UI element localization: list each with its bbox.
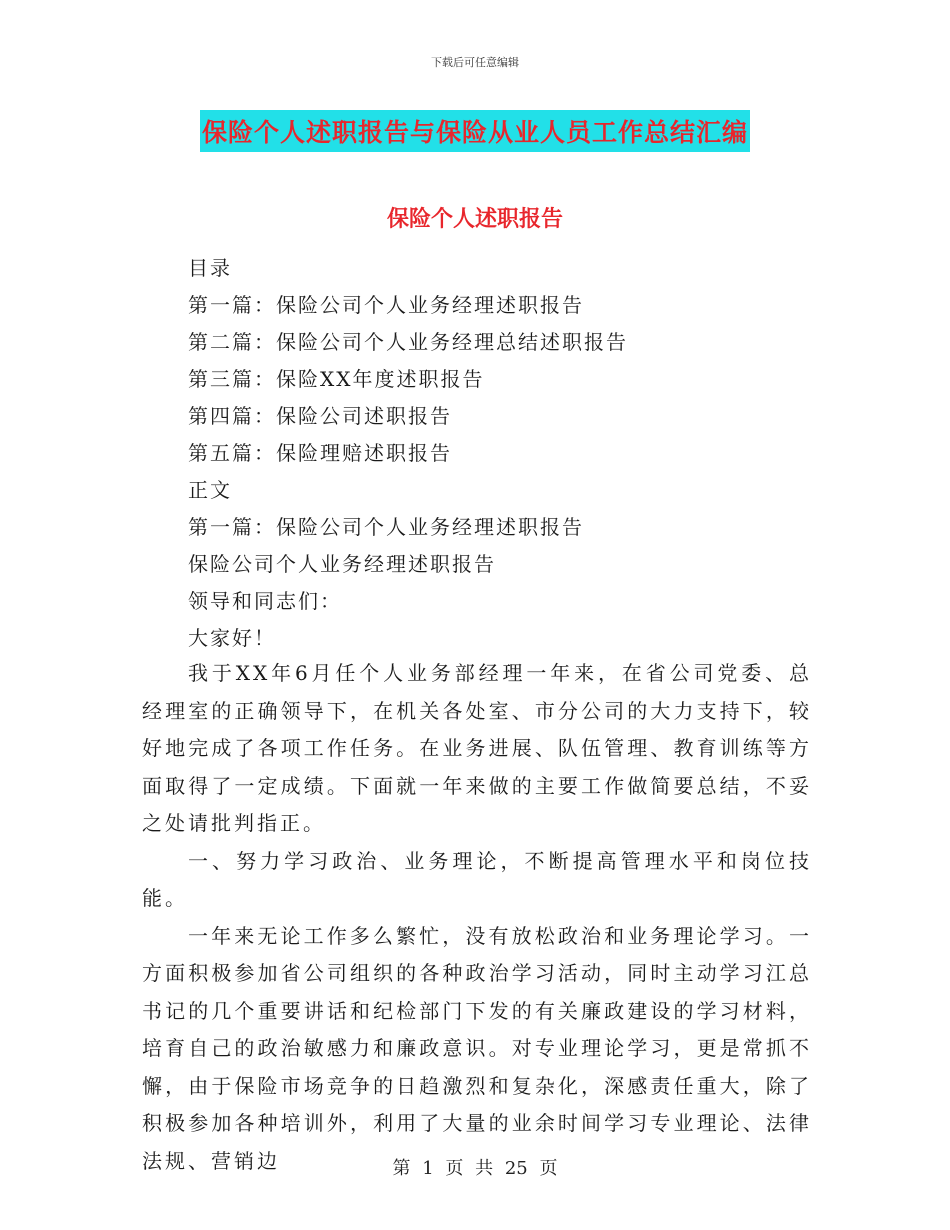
section-title: 保险个人述职报告 (386, 207, 563, 232)
toc-item: 第二篇：保险公司个人业务经理总结述职报告 (188, 330, 628, 354)
toc-item: 第三篇：保险XX年度述职报告 (188, 367, 485, 391)
salutation: 领导和同志们： (188, 589, 342, 613)
paragraph: 一、努力学习政治、业务理论，不断提高管理水平和岗位技能。 (142, 848, 812, 910)
table-of-contents (188, 250, 828, 657)
body-heading: 正文 (188, 478, 232, 502)
body-text (142, 655, 812, 1180)
greeting: 大家好！ (188, 626, 276, 650)
toc-heading: 目录 (188, 256, 232, 280)
report-title: 保险公司个人业务经理述职报告 (188, 552, 496, 576)
toc-item: 第五篇：保险理赔述职报告 (188, 441, 452, 465)
chapter-title: 第一篇：保险公司个人业务经理述职报告 (188, 515, 584, 539)
header-note: 下载后可任意编辑 (431, 56, 519, 69)
page-footer: 第 1 页 共 25 页 (392, 1158, 558, 1179)
paragraph: 我于XX年6月任个人业务部经理一年来，在省公司党委、总经理室的正确领导下，在机关各处室、市分公司的大力支持下，较好地完成了各项工作任务。在业务进展、队伍管理、教育训练等方面取得了一定成绩。下面就一年来做的主要工作做简要总结，不妥之处请批判指正。 (142, 661, 812, 835)
paragraph: 一年来无论工作多么繁忙，没有放松政治和业务理论学习。一方面积极参加省公司组织的各种政治学习活动，同时主动学习江总书记的几个重要讲话和纪检部门下发的有关廉政建设的学习材料，培育自己的政治敏感力和廉政意识。对专业理论学习，更是常抓不懈，由于保险市场竞争的日趋激烈和复杂化，深感责任重大，除了积极参加各种培训外，利用了大量的业余时间学习专业理论、法律法规、营销边 (142, 923, 812, 1173)
main-title-wrap (0, 110, 950, 152)
document-title: 保险个人述职报告与保险从业人员工作总结汇编 (200, 110, 750, 152)
toc-item: 第一篇：保险公司个人业务经理述职报告 (188, 293, 584, 317)
toc-item: 第四篇：保险公司述职报告 (188, 404, 452, 428)
